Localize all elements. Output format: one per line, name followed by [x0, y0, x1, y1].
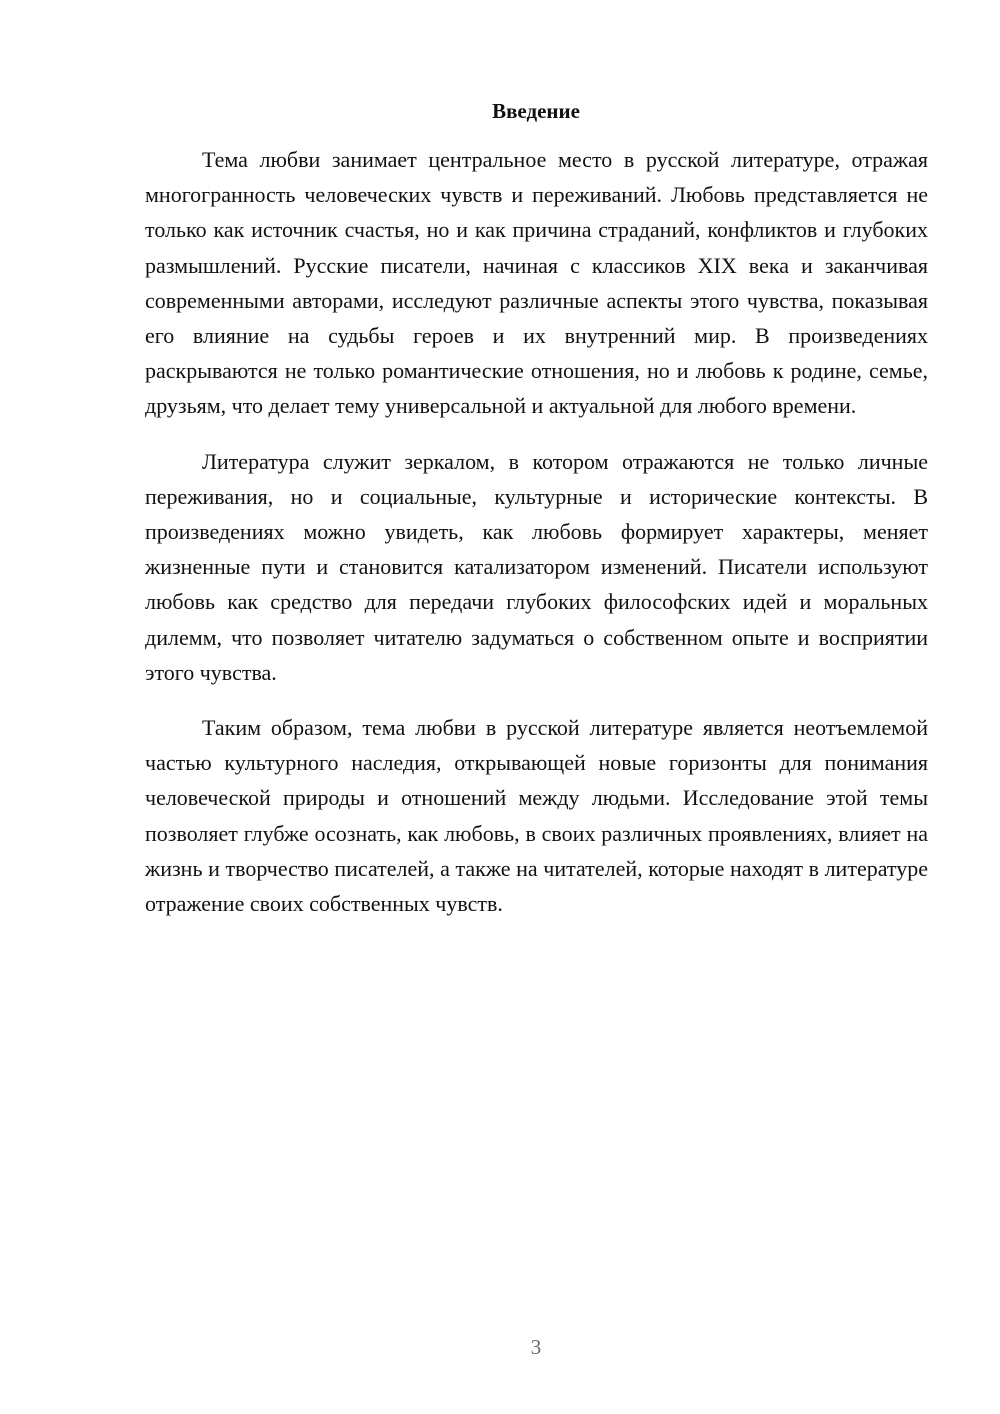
- paragraph-3: Таким образом, тема любви в русской литературе является неотъемлемой частью культурного наследия, открывающей новые горизонты для понимания человеческой природы и отношений между людьми. Исследование этой темы позволяет глубже осознать, как любовь, в своих различных проявлениях, влияет на жизнь и творчество писателей, а также на читателей, которые находят в литературе отражение своих собственных чувств.: [145, 715, 928, 917]
- paragraph-1: Тема любви занимает центральное место в русской литературе, отражая многогранность человеческих чувств и переживаний. Любовь представляется не только как источник счастья, но и как причина страданий, конфликтов и глубоких размышлений. Русские писатели, начиная с классиков XIX века и заканчивая современными авторами, исследуют различные аспекты этого чувства, показывая его влияние на судьбы героев и их внутренний мир. В произведениях раскрываются не только романтические отношения, но и любовь к родине, семье, друзьям, что делает тему универсальной и актуальной для любого времени.: [145, 147, 928, 419]
- page-number: 3: [530, 1335, 542, 1359]
- section-heading: Введение: [492, 99, 580, 123]
- paragraph-2: Литература служит зеркалом, в котором отражаются не только личные переживания, но и социальные, культурные и исторические контексты. В произведениях можно увидеть, как любовь формирует характеры, меняет жизненные пути и становится катализатором изменений. Писатели используют любовь как средство для передачи глубоких философских идей и моральных дилемм, что позволяет читателю задуматься о собственном опыте и восприятии этого чувства.: [145, 448, 928, 685]
- body-text: [145, 142, 928, 941]
